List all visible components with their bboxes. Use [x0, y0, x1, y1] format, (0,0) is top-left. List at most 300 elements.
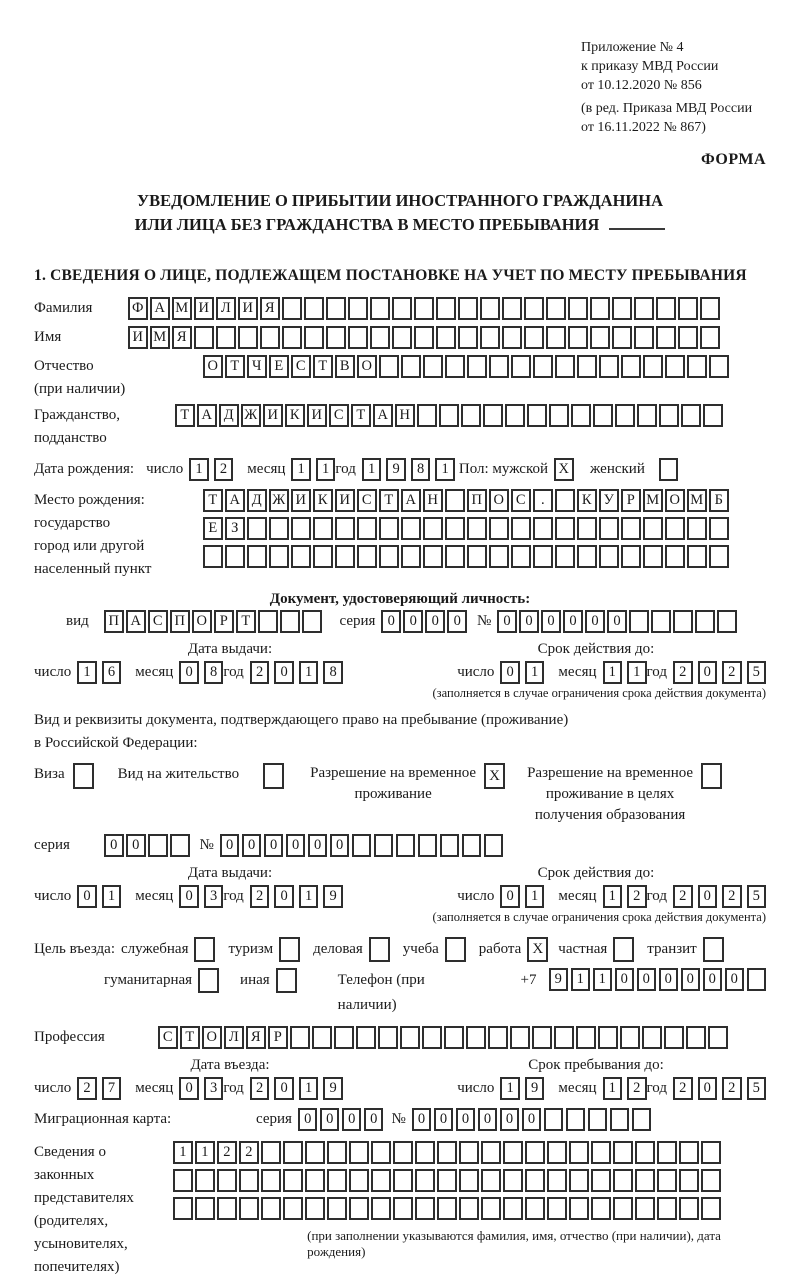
char-cell[interactable] — [357, 545, 377, 568]
char-cell[interactable]: С — [158, 1026, 178, 1049]
char-cell[interactable] — [700, 326, 720, 349]
char-cell[interactable]: 0 — [342, 1108, 362, 1131]
char-cell[interactable] — [703, 404, 723, 427]
char-cell[interactable]: 0 — [403, 610, 423, 633]
char-cell[interactable]: 1 — [627, 661, 647, 684]
char-cell[interactable]: И — [128, 326, 148, 349]
char-cell[interactable]: О — [357, 355, 377, 378]
char-cell[interactable] — [488, 1026, 508, 1049]
char-cell[interactable] — [401, 545, 421, 568]
char-cell[interactable] — [701, 1197, 721, 1220]
char-cell[interactable]: С — [511, 489, 531, 512]
char-cell[interactable] — [687, 517, 707, 540]
char-cell[interactable]: 1 — [525, 661, 545, 684]
char-cell[interactable] — [533, 517, 553, 540]
char-cell[interactable] — [440, 834, 460, 857]
char-cell[interactable] — [635, 1197, 655, 1220]
char-cell[interactable] — [510, 1026, 530, 1049]
char-cell[interactable]: 8 — [411, 458, 431, 481]
char-cell[interactable] — [700, 297, 720, 320]
char-cell[interactable] — [335, 545, 355, 568]
char-cell[interactable]: 0 — [412, 1108, 432, 1131]
char-cell[interactable]: В — [335, 355, 355, 378]
char-cell[interactable] — [283, 1169, 303, 1192]
char-cell[interactable]: 0 — [607, 610, 627, 633]
char-cell[interactable] — [621, 517, 641, 540]
char-cell[interactable] — [590, 326, 610, 349]
char-cell[interactable] — [225, 545, 245, 568]
char-cell[interactable] — [352, 834, 372, 857]
char-cell[interactable] — [483, 404, 503, 427]
char-cell[interactable] — [502, 326, 522, 349]
char-cell[interactable]: Я — [172, 326, 192, 349]
char-cell[interactable]: 0 — [541, 610, 561, 633]
char-cell[interactable] — [576, 1026, 596, 1049]
char-cell[interactable]: Я — [260, 297, 280, 320]
char-cell[interactable] — [568, 297, 588, 320]
char-cell[interactable] — [423, 545, 443, 568]
char-cell[interactable]: 0 — [104, 834, 124, 857]
char-cell[interactable] — [591, 1197, 611, 1220]
char-cell[interactable]: О — [489, 489, 509, 512]
purpose-private-checkbox[interactable] — [613, 937, 634, 962]
char-cell[interactable]: Е — [269, 355, 289, 378]
purpose-transit-checkbox[interactable] — [703, 937, 724, 962]
char-cell[interactable]: Д — [219, 404, 239, 427]
char-cell[interactable] — [445, 517, 465, 540]
char-cell[interactable] — [400, 1026, 420, 1049]
char-cell[interactable] — [620, 1026, 640, 1049]
char-cell[interactable] — [686, 1026, 706, 1049]
char-cell[interactable] — [489, 355, 509, 378]
char-cell[interactable]: 2 — [217, 1141, 237, 1164]
char-cell[interactable] — [291, 517, 311, 540]
char-cell[interactable]: П — [104, 610, 124, 633]
visa-checkbox[interactable] — [73, 763, 94, 789]
char-cell[interactable] — [437, 1197, 457, 1220]
char-cell[interactable] — [335, 517, 355, 540]
char-cell[interactable] — [659, 404, 679, 427]
char-cell[interactable]: Ч — [247, 355, 267, 378]
char-cell[interactable] — [547, 1197, 567, 1220]
char-cell[interactable] — [549, 404, 569, 427]
residence-permit-checkbox[interactable] — [263, 763, 284, 789]
char-cell[interactable]: 5 — [747, 885, 767, 908]
char-cell[interactable]: О — [203, 355, 223, 378]
char-cell[interactable] — [326, 297, 346, 320]
char-cell[interactable] — [312, 1026, 332, 1049]
char-cell[interactable] — [591, 1141, 611, 1164]
char-cell[interactable]: П — [467, 489, 487, 512]
char-cell[interactable] — [422, 1026, 442, 1049]
char-cell[interactable]: 0 — [220, 834, 240, 857]
char-cell[interactable]: О — [665, 489, 685, 512]
char-cell[interactable] — [459, 1141, 479, 1164]
char-cell[interactable] — [401, 355, 421, 378]
char-cell[interactable]: 0 — [497, 610, 517, 633]
char-cell[interactable]: И — [291, 489, 311, 512]
char-cell[interactable]: 0 — [126, 834, 146, 857]
purpose-business-checkbox[interactable] — [369, 937, 390, 962]
char-cell[interactable]: К — [313, 489, 333, 512]
char-cell[interactable]: 1 — [195, 1141, 215, 1164]
char-cell[interactable] — [695, 610, 715, 633]
char-cell[interactable]: Р — [621, 489, 641, 512]
char-cell[interactable] — [546, 297, 566, 320]
char-cell[interactable]: 2 — [722, 885, 742, 908]
char-cell[interactable]: Я — [246, 1026, 266, 1049]
char-cell[interactable] — [577, 355, 597, 378]
char-cell[interactable] — [566, 1108, 586, 1131]
char-cell[interactable] — [247, 517, 267, 540]
char-cell[interactable]: Т — [236, 610, 256, 633]
char-cell[interactable]: 1 — [299, 1077, 319, 1100]
char-cell[interactable] — [269, 545, 289, 568]
char-cell[interactable] — [615, 404, 635, 427]
temp-permit-edu-checkbox[interactable] — [701, 763, 722, 789]
char-cell[interactable] — [283, 1197, 303, 1220]
char-cell[interactable] — [489, 545, 509, 568]
char-cell[interactable] — [445, 355, 465, 378]
char-cell[interactable] — [148, 834, 168, 857]
char-cell[interactable] — [679, 1141, 699, 1164]
char-cell[interactable]: 0 — [330, 834, 350, 857]
char-cell[interactable] — [747, 968, 767, 991]
char-cell[interactable]: 0 — [456, 1108, 476, 1131]
char-cell[interactable]: А — [373, 404, 393, 427]
char-cell[interactable]: И — [335, 489, 355, 512]
char-cell[interactable] — [665, 517, 685, 540]
char-cell[interactable]: П — [170, 610, 190, 633]
char-cell[interactable] — [546, 326, 566, 349]
char-cell[interactable] — [374, 834, 394, 857]
char-cell[interactable]: 0 — [681, 968, 701, 991]
char-cell[interactable] — [673, 610, 693, 633]
char-cell[interactable]: 0 — [659, 968, 679, 991]
char-cell[interactable]: 0 — [298, 1108, 318, 1131]
char-cell[interactable]: Б — [709, 489, 729, 512]
char-cell[interactable] — [459, 1169, 479, 1192]
char-cell[interactable] — [458, 326, 478, 349]
char-cell[interactable]: У — [599, 489, 619, 512]
char-cell[interactable]: 0 — [698, 661, 718, 684]
char-cell[interactable]: 0 — [637, 968, 657, 991]
char-cell[interactable] — [643, 545, 663, 568]
char-cell[interactable]: К — [285, 404, 305, 427]
char-cell[interactable]: М — [687, 489, 707, 512]
char-cell[interactable]: 0 — [77, 885, 97, 908]
char-cell[interactable]: 0 — [286, 834, 306, 857]
char-cell[interactable]: 5 — [747, 661, 767, 684]
char-cell[interactable] — [459, 1197, 479, 1220]
char-cell[interactable] — [657, 1141, 677, 1164]
char-cell[interactable] — [632, 1108, 652, 1131]
char-cell[interactable] — [444, 1026, 464, 1049]
char-cell[interactable]: 2 — [239, 1141, 259, 1164]
char-cell[interactable] — [436, 297, 456, 320]
char-cell[interactable] — [304, 297, 324, 320]
char-cell[interactable]: Р — [214, 610, 234, 633]
char-cell[interactable]: А — [126, 610, 146, 633]
char-cell[interactable]: З — [225, 517, 245, 540]
char-cell[interactable] — [423, 355, 443, 378]
char-cell[interactable] — [327, 1197, 347, 1220]
char-cell[interactable]: 0 — [179, 885, 199, 908]
char-cell[interactable] — [349, 1197, 369, 1220]
char-cell[interactable]: 2 — [77, 1077, 97, 1100]
char-cell[interactable] — [503, 1197, 523, 1220]
char-cell[interactable]: 1 — [77, 661, 97, 684]
char-cell[interactable] — [717, 610, 737, 633]
char-cell[interactable] — [533, 355, 553, 378]
char-cell[interactable] — [379, 517, 399, 540]
char-cell[interactable] — [467, 517, 487, 540]
char-cell[interactable] — [247, 545, 267, 568]
char-cell[interactable]: 0 — [585, 610, 605, 633]
purpose-tourism-checkbox[interactable] — [279, 937, 300, 962]
char-cell[interactable]: 0 — [703, 968, 723, 991]
char-cell[interactable] — [269, 517, 289, 540]
char-cell[interactable]: 1 — [173, 1141, 193, 1164]
char-cell[interactable] — [173, 1169, 193, 1192]
char-cell[interactable]: 1 — [362, 458, 382, 481]
char-cell[interactable]: 2 — [214, 458, 234, 481]
char-cell[interactable] — [629, 610, 649, 633]
char-cell[interactable]: И — [194, 297, 214, 320]
char-cell[interactable]: Т — [313, 355, 333, 378]
char-cell[interactable] — [304, 326, 324, 349]
char-cell[interactable] — [334, 1026, 354, 1049]
char-cell[interactable] — [568, 326, 588, 349]
char-cell[interactable]: 1 — [291, 458, 311, 481]
char-cell[interactable] — [415, 1141, 435, 1164]
char-cell[interactable] — [569, 1141, 589, 1164]
char-cell[interactable] — [194, 326, 214, 349]
char-cell[interactable] — [203, 545, 223, 568]
char-cell[interactable]: 1 — [189, 458, 209, 481]
char-cell[interactable] — [547, 1169, 567, 1192]
char-cell[interactable]: И — [238, 297, 258, 320]
char-cell[interactable] — [415, 1197, 435, 1220]
char-cell[interactable]: 3 — [204, 1077, 224, 1100]
char-cell[interactable] — [436, 326, 456, 349]
char-cell[interactable] — [484, 834, 504, 857]
char-cell[interactable] — [511, 355, 531, 378]
char-cell[interactable]: 2 — [627, 1077, 647, 1100]
char-cell[interactable] — [305, 1141, 325, 1164]
char-cell[interactable] — [195, 1197, 215, 1220]
char-cell[interactable]: 0 — [519, 610, 539, 633]
temp-permit-checkbox[interactable]: X — [484, 763, 505, 789]
char-cell[interactable]: М — [150, 326, 170, 349]
char-cell[interactable]: Ф — [128, 297, 148, 320]
char-cell[interactable] — [305, 1197, 325, 1220]
char-cell[interactable] — [664, 1026, 684, 1049]
char-cell[interactable] — [467, 545, 487, 568]
char-cell[interactable]: А — [401, 489, 421, 512]
char-cell[interactable]: Н — [423, 489, 443, 512]
char-cell[interactable] — [635, 1169, 655, 1192]
gender-female-checkbox[interactable] — [659, 458, 679, 481]
char-cell[interactable]: 0 — [425, 610, 445, 633]
purpose-study-checkbox[interactable] — [445, 937, 466, 962]
char-cell[interactable]: М — [643, 489, 663, 512]
char-cell[interactable] — [313, 545, 333, 568]
char-cell[interactable] — [173, 1197, 193, 1220]
char-cell[interactable] — [371, 1169, 391, 1192]
char-cell[interactable]: К — [577, 489, 597, 512]
gender-male-checkbox[interactable]: X — [554, 458, 574, 481]
char-cell[interactable]: Л — [224, 1026, 244, 1049]
char-cell[interactable]: 0 — [434, 1108, 454, 1131]
char-cell[interactable] — [217, 1169, 237, 1192]
char-cell[interactable] — [590, 297, 610, 320]
char-cell[interactable]: Р — [268, 1026, 288, 1049]
char-cell[interactable] — [261, 1169, 281, 1192]
char-cell[interactable] — [687, 545, 707, 568]
char-cell[interactable]: 2 — [250, 885, 270, 908]
char-cell[interactable] — [709, 517, 729, 540]
char-cell[interactable]: 9 — [323, 885, 343, 908]
char-cell[interactable] — [679, 1169, 699, 1192]
char-cell[interactable] — [437, 1169, 457, 1192]
char-cell[interactable] — [610, 1108, 630, 1131]
char-cell[interactable] — [258, 610, 278, 633]
char-cell[interactable] — [637, 404, 657, 427]
char-cell[interactable] — [555, 489, 575, 512]
char-cell[interactable]: 2 — [722, 1077, 742, 1100]
char-cell[interactable]: Т — [225, 355, 245, 378]
char-cell[interactable] — [396, 834, 416, 857]
char-cell[interactable]: И — [307, 404, 327, 427]
char-cell[interactable]: 0 — [274, 661, 294, 684]
char-cell[interactable]: Н — [395, 404, 415, 427]
char-cell[interactable] — [524, 326, 544, 349]
char-cell[interactable]: 1 — [299, 661, 319, 684]
char-cell[interactable]: 0 — [320, 1108, 340, 1131]
char-cell[interactable] — [503, 1169, 523, 1192]
char-cell[interactable]: 0 — [381, 610, 401, 633]
char-cell[interactable] — [591, 1169, 611, 1192]
char-cell[interactable]: . — [533, 489, 553, 512]
char-cell[interactable]: 2 — [673, 661, 693, 684]
char-cell[interactable] — [480, 326, 500, 349]
char-cell[interactable] — [414, 297, 434, 320]
char-cell[interactable] — [414, 326, 434, 349]
char-cell[interactable] — [392, 326, 412, 349]
char-cell[interactable]: 1 — [102, 885, 122, 908]
char-cell[interactable] — [525, 1197, 545, 1220]
char-cell[interactable] — [527, 404, 547, 427]
char-cell[interactable] — [217, 1197, 237, 1220]
char-cell[interactable] — [612, 326, 632, 349]
char-cell[interactable]: 1 — [571, 968, 591, 991]
char-cell[interactable] — [417, 404, 437, 427]
char-cell[interactable] — [642, 1026, 662, 1049]
char-cell[interactable] — [326, 326, 346, 349]
char-cell[interactable] — [461, 404, 481, 427]
purpose-work-checkbox[interactable]: X — [527, 937, 548, 962]
char-cell[interactable] — [599, 355, 619, 378]
char-cell[interactable] — [348, 326, 368, 349]
char-cell[interactable] — [665, 355, 685, 378]
char-cell[interactable]: 2 — [673, 1077, 693, 1100]
char-cell[interactable]: 1 — [316, 458, 336, 481]
char-cell[interactable] — [525, 1141, 545, 1164]
char-cell[interactable] — [371, 1141, 391, 1164]
char-cell[interactable] — [392, 297, 412, 320]
char-cell[interactable]: О — [202, 1026, 222, 1049]
char-cell[interactable]: 0 — [179, 661, 199, 684]
char-cell[interactable]: 0 — [274, 1077, 294, 1100]
char-cell[interactable]: 1 — [603, 1077, 623, 1100]
char-cell[interactable]: 1 — [525, 885, 545, 908]
char-cell[interactable] — [613, 1197, 633, 1220]
char-cell[interactable] — [437, 1141, 457, 1164]
char-cell[interactable] — [511, 545, 531, 568]
char-cell[interactable] — [593, 404, 613, 427]
char-cell[interactable] — [511, 517, 531, 540]
char-cell[interactable] — [378, 1026, 398, 1049]
char-cell[interactable]: А — [197, 404, 217, 427]
char-cell[interactable] — [393, 1141, 413, 1164]
char-cell[interactable]: Т — [175, 404, 195, 427]
char-cell[interactable] — [370, 297, 390, 320]
char-cell[interactable] — [327, 1141, 347, 1164]
char-cell[interactable] — [260, 326, 280, 349]
char-cell[interactable]: 1 — [435, 458, 455, 481]
char-cell[interactable] — [282, 297, 302, 320]
char-cell[interactable] — [466, 1026, 486, 1049]
char-cell[interactable] — [555, 355, 575, 378]
char-cell[interactable]: А — [150, 297, 170, 320]
char-cell[interactable]: 1 — [603, 885, 623, 908]
char-cell[interactable] — [577, 545, 597, 568]
char-cell[interactable]: Д — [247, 489, 267, 512]
char-cell[interactable]: 1 — [299, 885, 319, 908]
char-cell[interactable] — [643, 355, 663, 378]
char-cell[interactable]: 3 — [204, 885, 224, 908]
char-cell[interactable] — [371, 1197, 391, 1220]
char-cell[interactable] — [634, 297, 654, 320]
char-cell[interactable]: 0 — [478, 1108, 498, 1131]
char-cell[interactable]: О — [192, 610, 212, 633]
char-cell[interactable] — [709, 355, 729, 378]
char-cell[interactable] — [261, 1197, 281, 1220]
char-cell[interactable]: 0 — [179, 1077, 199, 1100]
char-cell[interactable] — [290, 1026, 310, 1049]
purpose-official-checkbox[interactable] — [194, 937, 215, 962]
char-cell[interactable] — [709, 545, 729, 568]
char-cell[interactable]: 7 — [102, 1077, 122, 1100]
char-cell[interactable]: А — [225, 489, 245, 512]
char-cell[interactable]: 1 — [603, 661, 623, 684]
char-cell[interactable] — [481, 1169, 501, 1192]
char-cell[interactable] — [577, 517, 597, 540]
char-cell[interactable]: 2 — [627, 885, 647, 908]
char-cell[interactable] — [678, 297, 698, 320]
char-cell[interactable]: 0 — [500, 1108, 520, 1131]
char-cell[interactable] — [503, 1141, 523, 1164]
char-cell[interactable] — [349, 1141, 369, 1164]
char-cell[interactable] — [423, 517, 443, 540]
char-cell[interactable] — [547, 1141, 567, 1164]
char-cell[interactable] — [525, 1169, 545, 1192]
char-cell[interactable] — [533, 545, 553, 568]
char-cell[interactable] — [480, 297, 500, 320]
char-cell[interactable] — [283, 1141, 303, 1164]
char-cell[interactable]: 0 — [698, 885, 718, 908]
